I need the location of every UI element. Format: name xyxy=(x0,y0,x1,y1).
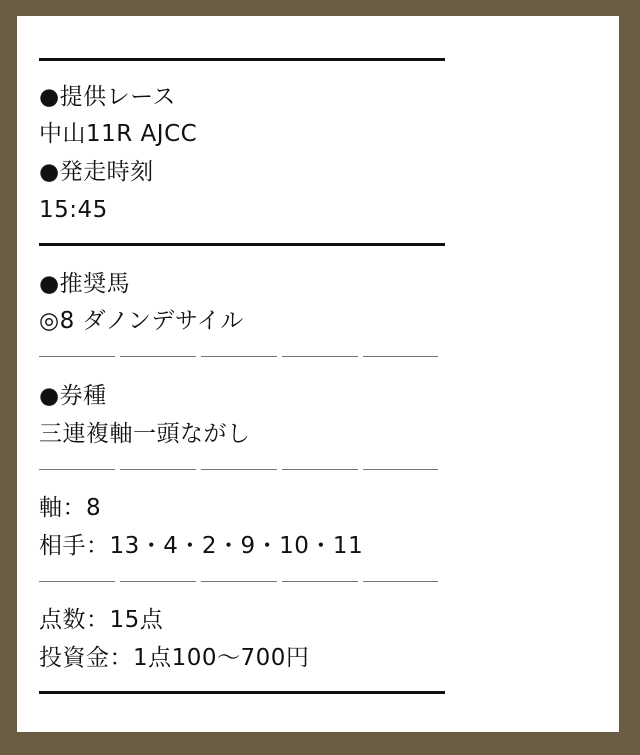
race-label: ●提供レース xyxy=(39,84,176,110)
partner-horses: 相手：13・4・2・9・10・11 xyxy=(39,533,364,559)
bet-type-value: 三連複軸一頭ながし xyxy=(39,421,251,447)
start-time-label: ●発走時刻 xyxy=(39,159,154,185)
recommended-horse-label: ●推奨馬 xyxy=(39,271,131,297)
divider-top xyxy=(39,58,445,61)
axis-horse: 軸：8 xyxy=(39,495,102,521)
start-time-value: 15:45 xyxy=(39,197,108,223)
divider-bottom xyxy=(39,691,445,694)
dashed-divider-3 xyxy=(39,581,438,582)
divider-2 xyxy=(39,243,445,246)
dashed-divider-1 xyxy=(39,356,438,357)
recommended-horse-value: ◎8 ダノンデサイル xyxy=(39,308,244,334)
points-count: 点数：15点 xyxy=(39,607,164,633)
investment-amount: 投資金：1点100〜700円 xyxy=(39,645,310,671)
race-value: 中山11R AJCC xyxy=(39,121,198,147)
dashed-divider-2 xyxy=(39,469,438,470)
bet-type-label: ●券種 xyxy=(39,383,107,409)
